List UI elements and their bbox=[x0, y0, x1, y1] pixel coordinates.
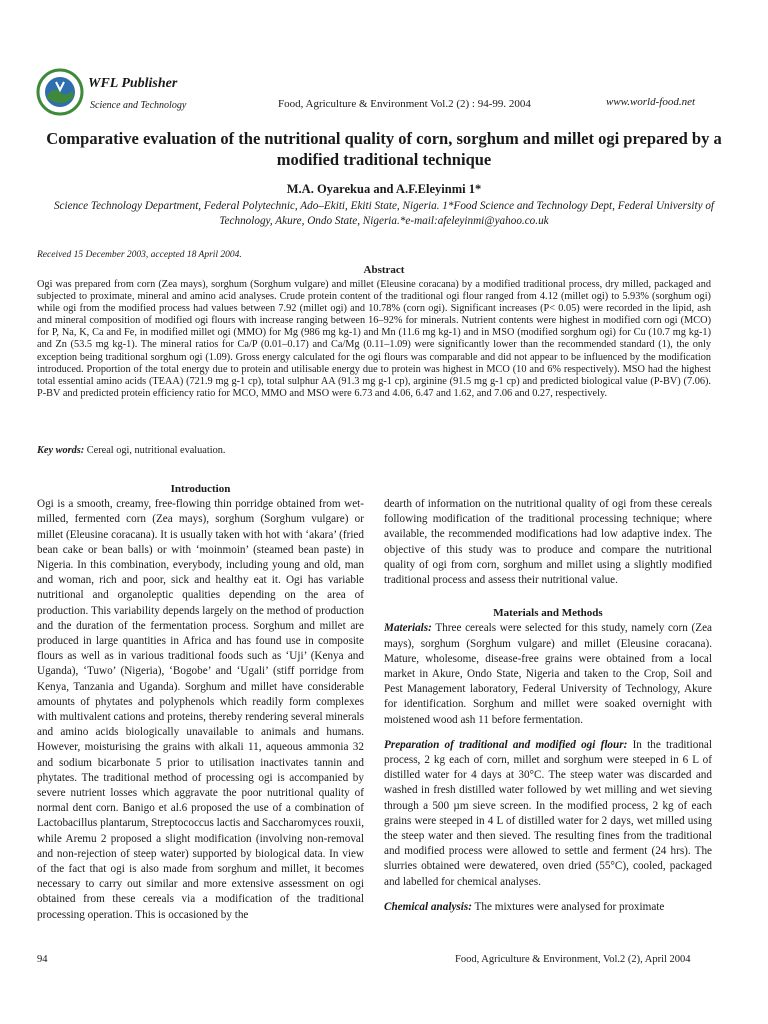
methods-heading: Materials and Methods bbox=[493, 607, 603, 620]
right-column bbox=[384, 497, 712, 915]
keywords-label: Key words: bbox=[37, 445, 85, 456]
keywords-text: Cereal ogi, nutritional evaluation. bbox=[86, 445, 226, 456]
abstract-text: Ogi was prepared from corn (Zea mays), sorghum (Sorghum vulgare) and millet (Eleusine coracana) by a modified traditional process, dry milled, packaged and subjected to proximate, mineral and amino acid analyses. Crude protein content of the traditional ogi flour ranged from 4.12 (millet ogi) to 5.93% (sorghum ogi) while ogi from the modified process had values between 7.92 (millet ogi) and 10.78% (corn ogi). Significant increases (P< 0.05) were recorded in the lipid, ash and mineral composition of modified ogi flours with increase ranging between 16–92% for minerals. Nutrient contents were highest in modified corn ogi (MCO) for P, Na, K, Ca and Fe, in modified millet ogi (MMO) for Mg (986 mg kg-1) and Mn (11.6 mg kg-1) and in MSO (modified sorghum ogi) for Cu (10.7 mg kg-1) and Zn (53.5 mg kg-1). The mineral ratios for Ca/P (0.01–0.17) and Ca/Mg (0.11–1.09) were significantly lower than the recommended standard (1), the only exception being traditional sorghum ogi (1.09). Gross energy calculated for the ogi flours was comparable and did not appear to be influenced by the modification introduced. Proportion of the total energy due to protein and utilisable energy due to protein was highest in MCO (10 and 6% respectively). MSO had the highest total essential amino acids (TEAA) (721.9 mg g-1 cp), total sulphur AA (91.3 mg g-1 cp), arginine (91.5 mg g-1 cp) and predicted biological value (P-BV) (7.06). P-BV and predicted protein efficiency ratio for MCO, MMO and MSO were 6.73 and 4.06, 6.47 and 1.62, and 7.06 and 0.27, respectively. bbox=[37, 279, 711, 399]
materials-paragraph bbox=[384, 621, 712, 727]
introduction-continued: dearth of information on the nutritional quality of ogi from these cereals following modification of the traditional processing technique; where available, the recommended modifications had low adaptive index. The objective of this study was to produce and compare the nutritional quality of ogi from corn, sorghum and millet using a slightly modified traditional process and assess their nutritional value. bbox=[384, 498, 712, 587]
author-affiliation: Science Technology Department, Federal Polytechnic, Ado–Ekiti, Ekiti State, Nigeria. 1*Food Science and Technology Dept, Federal University of Technology, Akure, Ondo State, Nigeria.*e-mail:afeleyinmi@yahoo.co.uk bbox=[53, 200, 715, 227]
footer-journal: Food, Agriculture & Environment, Vol.2 (2), April 2004 bbox=[455, 954, 691, 965]
article-authors: M.A. Oyarekua and A.F.Eleyinmi 1* bbox=[286, 182, 482, 196]
preparation-text: In the traditional process, 2 kg each of corn, millet and sorghum were steeped in 6 L of distilled water for 4 days at 30°C. The steep water was discarded and washed in fresh distilled water followed by wet milling and wet sieving through a 500 µm sieve screen. In the modified process, 2 kg of each grains were steeped in 4 L of distilled water for 2 days, wet milled using the steep water and then sieved. The resulting fines from the traditional and modified process were allowed to settle and ferment (24 hrs). The slurries obtained were dewatered, oven dried (55°C), cooled, packaged and labelled for chemical analyses. bbox=[384, 738, 712, 888]
chemical-analysis-lead: Chemical analysis: bbox=[384, 900, 472, 913]
chemical-analysis-text: The mixtures were analysed for proximate bbox=[471, 900, 665, 913]
journal-website[interactable]: www.world-food.net bbox=[606, 96, 696, 108]
abstract-heading: Abstract bbox=[363, 264, 405, 276]
introduction-heading: Introduction bbox=[170, 483, 231, 495]
page-number: 94 bbox=[37, 954, 48, 965]
chemical-analysis-paragraph bbox=[384, 900, 712, 915]
journal-reference: Food, Agriculture & Environment Vol.2 (2) : 94-99. 2004 bbox=[278, 98, 531, 110]
introduction-paragraph: Ogi is a smooth, creamy, free-flowing thin porridge obtained from wet-milled, fermented corn (Zea mays), sorghum (Sorghum vulgare) or millet (Eleusine coracana). It is usually taken with hot with ‘akara’ (fried bean cake or bean balls) or with ‘moinmoin’ (steamed bean paste) in Nigeria. In this combination, everybody, including young and old, man and woman, rich and poor, sick and healthy eat it. Ogi has variable nutritional and organoleptic qualities depending on the area of production. This variability depends largely on the method of production and the duration of the fermentation process. Sorghum and millet are produced in large quantities in Africa and has found use in composite flours as well as in various traditional foods such as ‘Uji’ (Kenya and Uganda), ‘Tuwo’ (Nigeria), ‘Bogobe’ and ‘Ugali’ (stiff porridge from Kenya, Tanzania and Uganda). Sorghum and millet have considerable amounts of phytates and polyphenols which readily form complexes with multivalent cations and proteins, thereby rendering several minerals and amino acids biologically unavailable to animals and humans. However, moisturising the grains with alkali 11, aqueous ammonia 32 and sodium bicarbonate 5 prior to utilisation inactivates tannin and phytates. The traditional method of processing ogi is accompanied by severe nutrient losses which aggravate the poor nutritional quality of normal dent corn. Banigo et al.6 proposed the use of a combination of Lactobacillus plantarum, Streptococcus lactis and Saccharomyces rouxii, while Aremu 2 proposed a slight modification (involving non-removal and non-rejection of steep water) supported by biological data. In view of the fact that ogi is also made from sorghum and millet, it becomes necessary to carry out similar and more extensive assessment on ogi obtained from these cereals via a modification of the traditional processing operation. This is occasioned by the bbox=[37, 498, 364, 921]
materials-lead: Materials: bbox=[384, 622, 432, 635]
left-column bbox=[37, 482, 364, 923]
keywords bbox=[37, 445, 225, 456]
publisher-name: WFL Publisher bbox=[88, 76, 178, 91]
publisher-logo bbox=[36, 68, 84, 116]
publisher-subtitle: Science and Technology bbox=[90, 100, 187, 111]
received-date: Received 15 December 2003, accepted 18 April 2004. bbox=[37, 250, 242, 260]
materials-text: Three cereals were selected for this study, namely corn (Zea mays), sorghum (Sorghum vulgare) and millet (Eleusine coracana). Mature, wholesome, disease-free grains were obtained from a local market in Akure, Ondo State, Nigeria and taken to the Crop, Soil and Pest Management laboratory, Federal University of Technology, Akure for identification. Sorghum and millet were soaked overnight with moistened wood ash 11 before fermentation. bbox=[384, 622, 712, 726]
preparation-paragraph bbox=[384, 738, 712, 890]
preparation-lead: Preparation of traditional and modified ogi flour: bbox=[384, 738, 628, 751]
article-title: Comparative evaluation of the nutritional quality of corn, sorghum and millet ogi prepared by a modified traditional technique bbox=[46, 129, 722, 169]
